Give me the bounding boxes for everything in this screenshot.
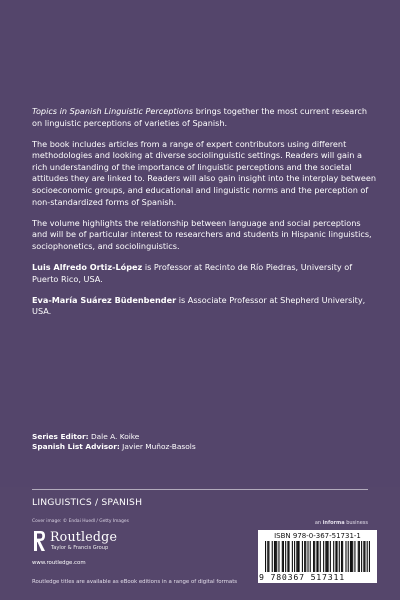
routledge-r-icon — [32, 530, 46, 552]
blurb-paragraph-3: The volume highlights the relationship between language and social perceptions and will be of particular interest to researchers and students in Hispanic linguistics, sociophonetics, and sociolinguistics. — [32, 217, 372, 251]
series-editor-name: Dale A. Koike — [88, 432, 140, 441]
list-advisor-name: Javier Muñoz-Basols — [119, 442, 196, 452]
book-title: Topics in Spanish Linguistic Perceptions — [32, 106, 194, 116]
back-cover-blurb — [32, 106, 376, 327]
author-2-name: Eva-María Suárez Büdenbender — [32, 294, 177, 305]
informa-suffix: business — [344, 520, 368, 526]
publisher-name: Routledge — [50, 529, 118, 544]
author-1-name: Luis Alfredo Ortiz-López — [32, 262, 143, 273]
subject-category: LINGUISTICS / SPANISH — [32, 497, 143, 508]
publisher-group: Taylor & Francis Group — [51, 545, 109, 551]
author-bio-2 — [32, 295, 376, 318]
series-editor-line — [32, 432, 376, 442]
author-1-bio: is Professor at Recinto de Río Piedras, University of Puerto Rico, USA. — [32, 262, 353, 284]
blurb-paragraph-1 — [32, 106, 376, 129]
author-2-bio: is Associate Professor at Shepherd University, USA. — [32, 294, 366, 317]
isbn-barcode — [258, 530, 377, 583]
publisher-website: www.routledge.com — [32, 560, 86, 566]
cover-image-credit: Cover image: © Endai Huedl / Getty Images — [32, 519, 129, 524]
barcode-digits: 9 780367 517311 — [259, 572, 345, 582]
informa-business-note — [315, 520, 368, 526]
blurb-paragraph-1-text: brings together the most current research on linguistic perceptions of varieties of Spanish. — [32, 106, 368, 128]
blurb-paragraph-2: The book includes articles from a range of expert contributors using different methodologies and looking at diverse sociolinguistic settings. Readers will gain a rich understanding of the importance of linguistic perceptions and the societal attitudes they are linked to. Readers will also gain insight into the interplay between socioeconomic groups, and educational and linguistic norms and the perception of non-standardized forms of Spanish. — [32, 138, 376, 207]
editors-block — [32, 432, 376, 453]
informa-word: informa — [322, 520, 345, 526]
barcode-bars — [265, 541, 370, 572]
series-editor-label: Series Editor: — [32, 432, 89, 441]
author-bio-1 — [32, 262, 376, 285]
list-advisor-line — [32, 442, 376, 452]
informa-prefix: an — [314, 520, 323, 526]
footer-divider — [32, 489, 368, 490]
list-advisor-label: Spanish List Advisor: — [32, 442, 120, 452]
ebook-availability-note: Routledge titles are available as eBook editions in a range of digital formats — [32, 579, 238, 585]
isbn-number: ISBN 978-0-367-51731-1 — [274, 532, 361, 540]
